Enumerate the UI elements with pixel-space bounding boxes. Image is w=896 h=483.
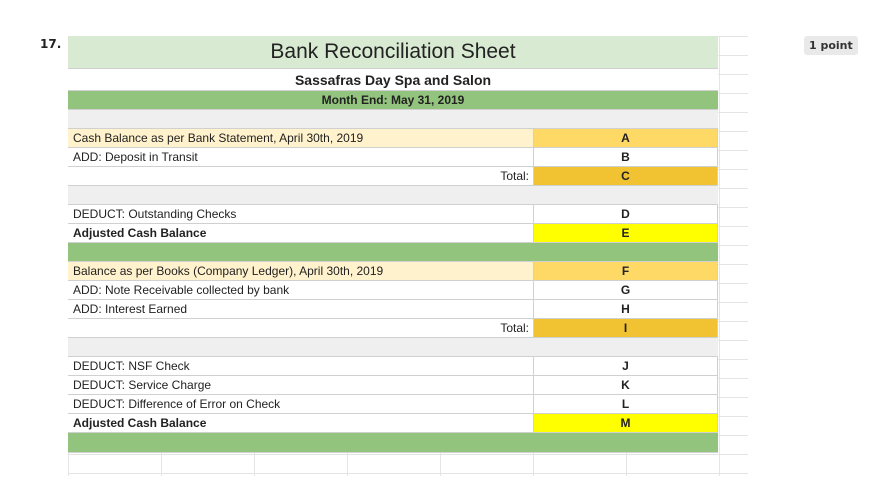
company-name: Sassafras Day Spa and Salon	[294, 71, 492, 88]
book-adjusted-value: M	[534, 414, 718, 432]
company-row	[68, 69, 718, 91]
deposit-label: ADD: Deposit in Transit	[68, 148, 534, 166]
bank-total-row	[68, 167, 718, 186]
spacer-row	[68, 110, 718, 129]
interest-value: H	[534, 300, 718, 318]
outstanding-label: DEDUCT: Outstanding Checks	[68, 205, 534, 223]
outstanding-value: D	[534, 205, 718, 223]
book-balance-row	[68, 262, 718, 281]
footer-divider	[68, 433, 718, 453]
book-adjusted-label: Adjusted Cash Balance	[68, 414, 534, 432]
title-row	[68, 36, 718, 69]
bank-total-label: Total:	[68, 167, 534, 185]
note-row	[68, 281, 718, 300]
service-charge-value: K	[534, 376, 718, 394]
book-total-value: I	[534, 319, 718, 337]
service-charge-row	[68, 376, 718, 395]
question-number: 17.	[40, 37, 62, 51]
deposit-value: B	[534, 148, 718, 166]
outstanding-row	[68, 205, 718, 224]
reconciliation-sheet	[68, 36, 748, 476]
note-label: ADD: Note Receivable collected by bank	[68, 281, 534, 299]
book-adjusted-row	[68, 414, 718, 433]
deposit-row	[68, 148, 718, 167]
book-total-label: Total:	[68, 319, 534, 337]
bank-adjusted-value: E	[534, 224, 718, 242]
month-end: Month End: May 31, 2019	[321, 93, 465, 107]
bank-adjusted-label: Adjusted Cash Balance	[68, 224, 534, 242]
bank-adjusted-row	[68, 224, 718, 243]
book-balance-label: Balance as per Books (Company Ledger), April 30th, 2019	[68, 262, 534, 280]
spacer-row	[68, 186, 718, 205]
bank-balance-label: Cash Balance as per Bank Statement, April 30th, 2019	[68, 129, 534, 147]
bank-balance-row	[68, 129, 718, 148]
section-divider	[68, 243, 718, 262]
nsf-label: DEDUCT: NSF Check	[68, 357, 534, 375]
service-charge-label: DEDUCT: Service Charge	[68, 376, 534, 394]
spacer-row	[68, 338, 718, 357]
interest-label: ADD: Interest Earned	[68, 300, 534, 318]
nsf-row	[68, 357, 718, 376]
nsf-value: J	[534, 357, 718, 375]
bank-balance-value: A	[534, 129, 718, 147]
error-label: DEDUCT: Difference of Error on Check	[68, 395, 534, 413]
book-total-row	[68, 319, 718, 338]
sheet-title: Bank Reconciliation Sheet	[270, 40, 516, 63]
error-row	[68, 395, 718, 414]
interest-row	[68, 300, 718, 319]
month-row	[68, 91, 718, 110]
bank-total-value: C	[534, 167, 718, 185]
points-badge: 1 point	[804, 36, 858, 55]
error-value: L	[534, 395, 718, 413]
note-value: G	[534, 281, 718, 299]
book-balance-value: F	[534, 262, 718, 280]
